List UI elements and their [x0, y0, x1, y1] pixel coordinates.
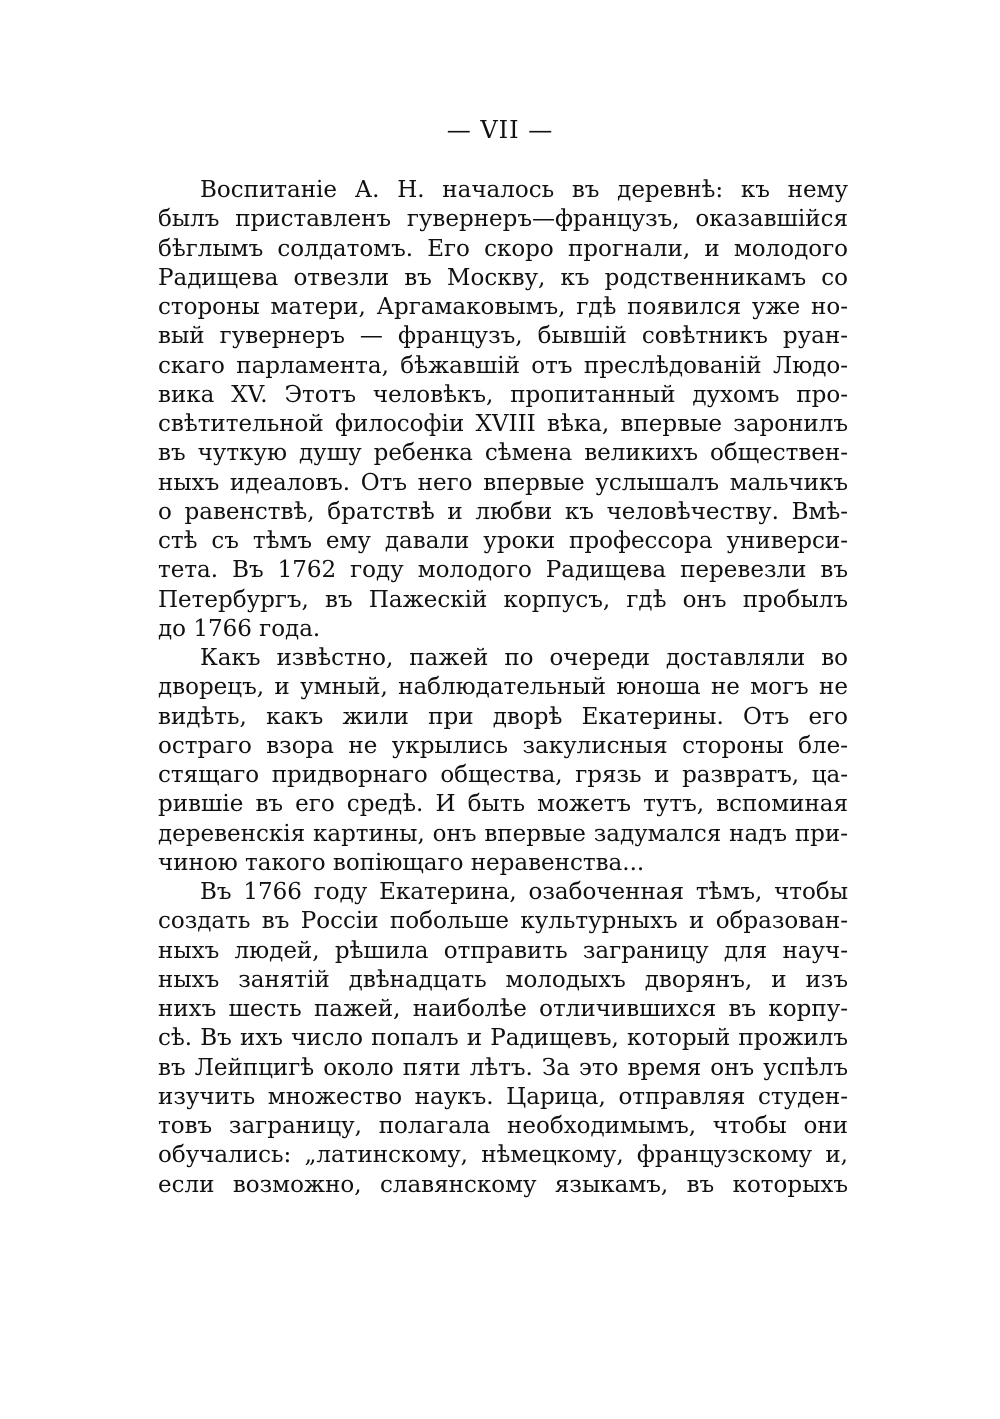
text-line: Какъ извѣстно, пажей по очереди доставляли во — [200, 645, 848, 671]
text-line: видѣть, какъ жили при дворѣ Екатерины. Отъ его — [158, 703, 848, 730]
text-line: нихъ шесть пажей, наиболѣе отличившихся въ корпу- — [158, 996, 848, 1022]
text-line: о равенствѣ, братствѣ и любви къ человѣчеству. Вмѣ- — [158, 498, 848, 525]
text-line: Радищева отвезли въ Москву, къ родственникамъ со — [158, 264, 848, 291]
body-text — [158, 176, 848, 1200]
text-line: стѣ съ тѣмъ ему давали уроки профессора универси- — [158, 528, 848, 554]
text-line: бѣглымъ солдатомъ. Его скоро прогнали, и молодого — [158, 235, 848, 262]
text-line: рившіе въ его средѣ. И быть можетъ тутъ, вспоминая — [158, 791, 848, 818]
text-line: Въ 1766 году Екатерина, озабоченная тѣмъ, чтобы — [200, 879, 848, 905]
text-line: вый гувернеръ — французъ, бывшій совѣтникъ руан- — [158, 323, 848, 350]
text-line: ныхъ занятій двѣнадцать молодыхъ дворянъ, и изъ — [158, 966, 848, 993]
text-line: остраго взора не укрылись закулисныя стороны бле- — [158, 732, 848, 759]
text-line: въ чуткую душу ребенка сѣмена великихъ обществен- — [158, 440, 848, 467]
text-line: Петербургъ, въ Пажескій корпусъ, гдѣ онъ пробылъ — [158, 586, 848, 613]
text-line: создать въ Россіи побольше культурныхъ и образован- — [158, 908, 848, 935]
text-line: изучить множество наукъ. Царица, отправляя студен- — [158, 1083, 848, 1110]
text-line: свѣтительной философіи XVIII вѣка, впервые заронилъ — [158, 411, 848, 437]
text-line: въ Лейпцигѣ около пяти лѣтъ. За это время онъ успѣлъ — [158, 1054, 848, 1081]
text-line: обучались: „латинскому, нѣмецкому, французскому и, — [158, 1142, 848, 1169]
text-line: стороны матери, Аргамаковымъ, гдѣ появился уже но- — [158, 294, 848, 320]
text-line: стящаго придворнаго общества, грязь и развратъ, ца- — [158, 762, 848, 788]
text-line: деревенскія картины, онъ впервые задумался надъ при- — [158, 820, 848, 847]
text-line: вика XV. Этотъ человѣкъ, пропитанный духомъ про- — [158, 381, 848, 408]
text-line: ныхъ людей, рѣшила отправить заграницу для науч- — [158, 937, 848, 964]
text-line: чиною такого вопіющаго неравенства... — [158, 849, 645, 876]
text-line: дворецъ, и умный, наблюдательный юноша не могъ не — [158, 674, 848, 701]
text-line: былъ приставленъ гувернеръ—французъ, оказавшійся — [158, 206, 848, 233]
page-number: — VII — — [446, 116, 554, 144]
text-line: тета. Въ 1762 году молодого Радищева перевезли въ — [158, 557, 848, 584]
text-line: до 1766 года. — [158, 615, 321, 642]
text-line: сѣ. Въ ихъ число попалъ и Радищевъ, который прожилъ — [158, 1025, 848, 1052]
text-line: ныхъ идеаловъ. Отъ него впервые услышалъ мальчикъ — [158, 469, 848, 496]
text-line: скаго парламента, бѣжавшій отъ преслѣдованій Людо- — [158, 352, 848, 379]
text-line: Воспитаніе А. Н. началось въ деревнѣ: къ нему — [200, 177, 848, 203]
text-line: товъ заграницу, полагала необходимымъ, чтобы они — [158, 1113, 848, 1139]
text-line: если возможно, славянскому языкамъ, въ которыхъ — [158, 1171, 848, 1198]
